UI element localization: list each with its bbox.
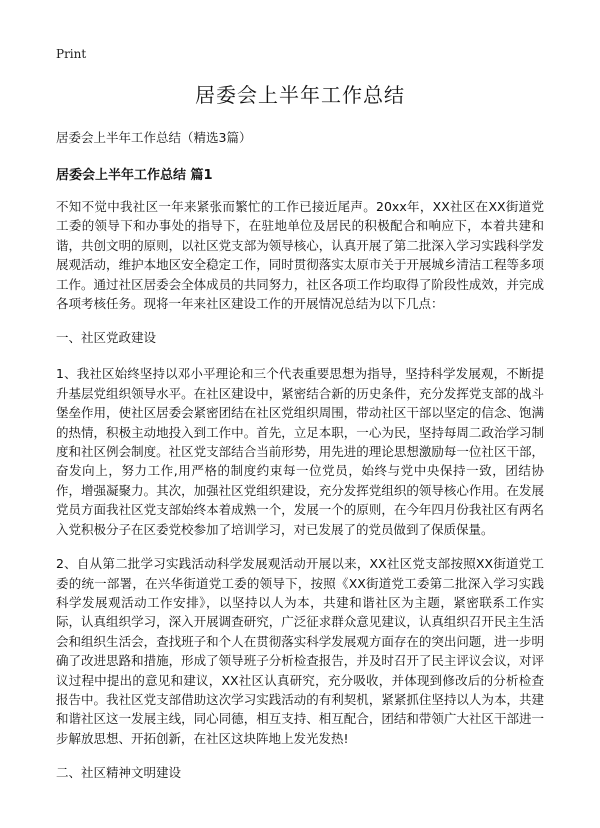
intro-paragraph: 不知不觉中我社区一年来紧张而繁忙的工作已接近尾声。20xx年，XX社区在XX街道党工委的领导下和办事处的指导下，在驻地单位及居民的积极配合和响应下，本着共建和谐，共创文明的原则，以社区党支部为领导核心，认真开展了第二批深入学习实践科学发展观活动，维护本地区安全稳定工作，同时贯彻落实太原市关于开展城乡清洁工程等多项工作。通过社区居委会全体成员的共同努力，社区各项工作均取得了阶段性成效，并完成各项考核任务。现将一年来社区建设工作的开展情况总结为以下几点： (56, 199, 544, 312)
section-title: 居委会上半年工作总结 篇1 (56, 168, 213, 183)
page-title: 居委会上半年工作总结 (195, 83, 405, 107)
print-link[interactable]: Print (56, 47, 87, 61)
heading-spiritual-civilization: 二、社区精神文明建设 (56, 765, 182, 781)
heading-party-building: 一、社区党政建设 (56, 330, 157, 346)
paragraph-2: 2、自从第二批学习实践活动科学发展观活动开展以来，XX社区党支部按照XX街道党工委的统一部署，在兴华街道党工委的领导下，按照《XX街道党工委第二批深入学习实践科学发展观活动工作安排》，以坚持以人为本，共建和谐社区为主题，紧密联系工作实际，认真组织学习，深入开展调查研究，广泛征求群众意见建议，认真组织召开民主生活会和组织生活会，查找班子和个人在贯彻落实科学发展观方面存在的突出问题，进一步明确了改进思路和措施，形成了领导班子分析检查报告，并及时召开了民主评议会议，对评议过程中提出的意见和建议，XX社区认真研究，充分吸收，并体现到修改后的分析检查报告中。我社区党支部借助这次学习实践活动的有利契机，紧紧抓住坚持以人为本，共建和谐社区这一发展主线，同心同德，相互支持、相互配合，团结和带领广大社区干部进一步解放思想、开拓创新，在社区这块阵地上发光发热! (56, 556, 544, 746)
paragraph-1: 1、我社区始终坚持以邓小平理论和三个代表重要思想为指导，坚持科学发展观，不断提升基层党组织领导水平。在社区建设中，紧密结合新的历史条件，充分发挥党支部的战斗堡垒作用，使社区居委会紧密团结在社区党组织周围，带动社区干部以坚定的信念、饱满的热情，积极主动地投入到工作中。首先，立足本职，一心为民，坚持每周二政治学习制度和社区例会制度。社区党支部结合当前形势，用先进的理论思想激励每一位社区干部，奋发向上，努力工作,用严格的制度约束每一位党员，始终与党中央保持一致，团结协作，增强凝聚力。其次，加强社区党组织建设，充分发挥党组织的领导核心作用。在发展党员方面我社区党支部始终本着成熟一个，发展一个的原则，在今年四月份我社区有两名入党积极分子在区委党校参加了培训学习，对已发展了的党员做到了保质保量。 (56, 366, 544, 537)
document-subtitle: 居委会上半年工作总结（精选3篇） (56, 130, 252, 145)
